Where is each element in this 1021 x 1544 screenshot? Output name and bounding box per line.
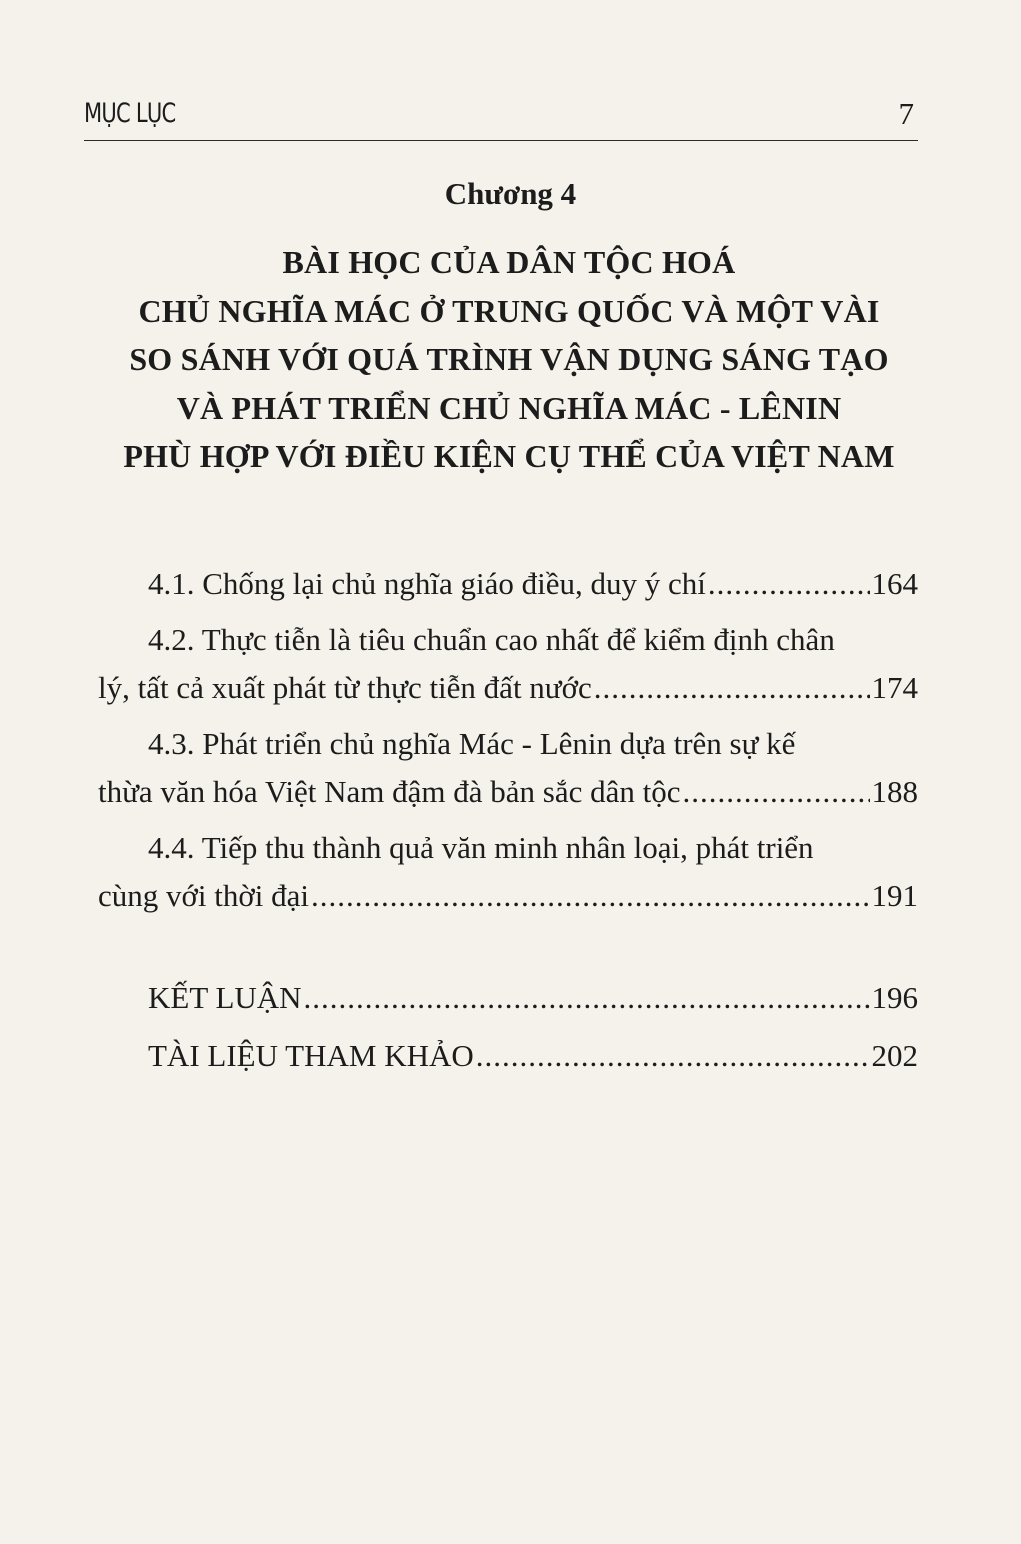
toc-entry-title: KẾT LUẬN: [148, 980, 302, 1015]
page-number: 7: [898, 96, 914, 131]
toc-entry-title: 4.3. Phát triển chủ nghĩa Mác - Lênin dựa trên sự kế: [148, 726, 796, 761]
chapter-title-line: VÀ PHÁT TRIỂN CHỦ NGHĨA MÁC - LÊNIN: [176, 389, 842, 426]
dot-leader: [476, 1032, 870, 1080]
toc-entry-title: 4.4. Tiếp thu thành quả văn minh nhân loại, phát triển: [148, 830, 814, 865]
header-rule: [84, 140, 918, 141]
toc-entry-title: 4.1. Chống lại chủ nghĩa giáo điều, duy ý chí: [148, 566, 706, 601]
toc-entry-title: 4.2. Thực tiễn là tiêu chuẩn cao nhất để kiểm định chân: [148, 622, 835, 657]
dot-leader: [594, 664, 870, 712]
toc-page-number: 196: [871, 980, 918, 1015]
toc-page-number: 202: [871, 1038, 918, 1073]
chapter-title-line: CHỦ NGHĨA MÁC Ở TRUNG QUỐC VÀ MỘT VÀI: [138, 292, 880, 329]
toc-page-number: 174: [871, 670, 918, 705]
running-title: MỤC LỤC: [84, 98, 176, 129]
chapter-title-line: BÀI HỌC CỦA DÂN TỘC HOÁ: [282, 244, 736, 280]
toc-entry-conclusion: [98, 974, 918, 1022]
dot-leader: [683, 768, 870, 816]
chapter-title: [84, 238, 934, 481]
toc-page-number: 191: [871, 878, 918, 913]
toc-entry: [98, 616, 918, 712]
running-header: [84, 98, 918, 138]
toc-page-number: 188: [871, 774, 918, 809]
toc-entry-title: TÀI LIỆU THAM KHẢO: [148, 1038, 474, 1073]
toc-entry-title-cont: lý, tất cả xuất phát từ thực tiễn đất nước: [98, 670, 592, 705]
dot-leader: [708, 560, 870, 608]
toc-entry: [98, 824, 918, 920]
toc-entry: [98, 720, 918, 816]
toc-entry: [98, 560, 918, 608]
toc-entry-references: [98, 1032, 918, 1080]
toc-page-number: 164: [871, 566, 918, 601]
chapter-title-line: SO SÁNH VỚI QUÁ TRÌNH VẬN DỤNG SÁNG TẠO: [129, 341, 889, 377]
toc-entry-title-cont: thừa văn hóa Việt Nam đậm đà bản sắc dân tộc: [98, 774, 681, 809]
dot-leader: [311, 872, 869, 920]
chapter-label: Chương 4: [444, 176, 577, 211]
dot-leader: [304, 974, 870, 1022]
chapter-title-line: PHÙ HỢP VỚI ĐIỀU KIỆN CỤ THỂ CỦA VIỆT NAM: [123, 438, 895, 474]
table-of-contents: [98, 560, 918, 1080]
toc-entry-title-cont: cùng với thời đại: [98, 878, 310, 913]
